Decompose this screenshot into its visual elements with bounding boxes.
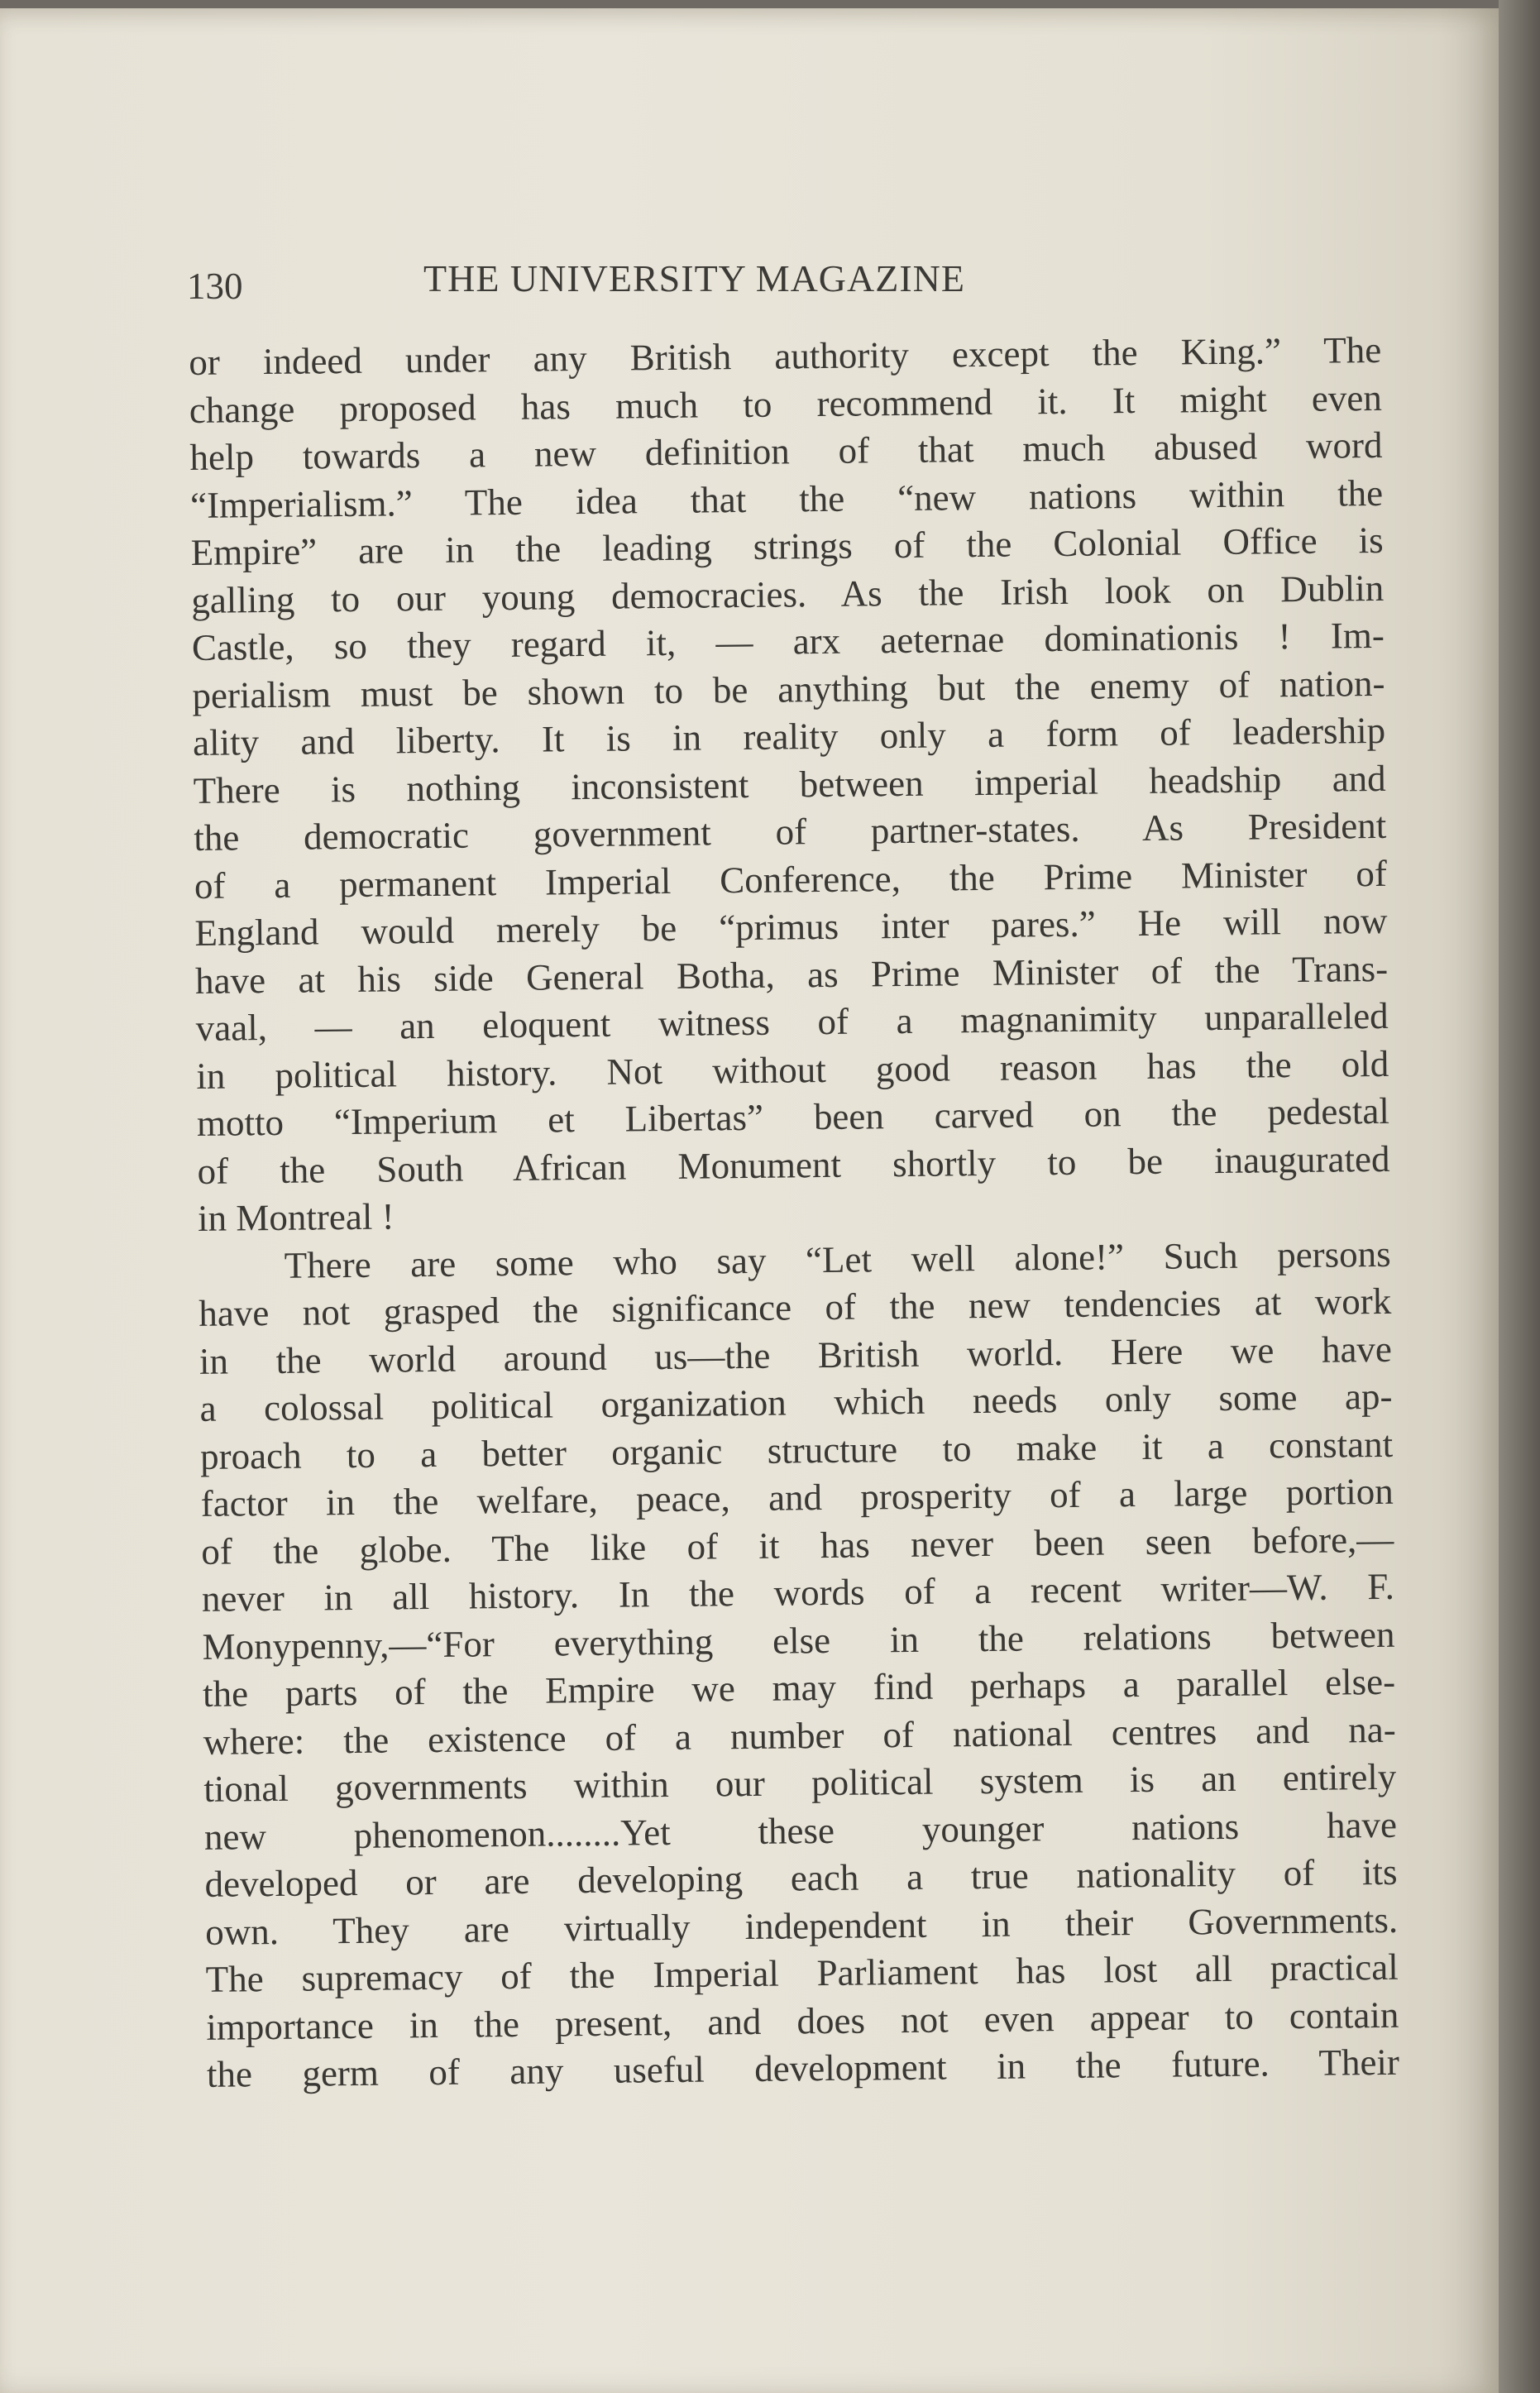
text-line: importance in the present, and does not even appear to contain: [206, 1993, 1399, 2048]
text-line: There is nothing inconsistent between imperial headship and: [193, 757, 1386, 811]
text-line: the democratic government of partner-states. As President: [194, 804, 1387, 859]
text-line: own. They are virtually independent in their Governments.: [204, 1898, 1399, 1953]
page-edge: [1499, 0, 1540, 2393]
text-line: of a permanent Imperial Conference, the Prime Minister of: [194, 852, 1388, 907]
text-line: a colossal political organization which needs only some ap-: [199, 1375, 1393, 1429]
text-line: perialism must be shown to be anything but the enemy of nation-: [192, 662, 1385, 716]
text-line: where: the existence of a number of national centres and na-: [203, 1708, 1396, 1763]
running-head: THE UNIVERSITY MAGAZINE: [423, 257, 965, 299]
text-line: of the globe. The like of it has never been seen before,—: [201, 1518, 1394, 1572]
text-line: change proposed has much to recommend it. It might even: [189, 376, 1383, 431]
text-line: ality and liberty. It is in reality only a form of leadership: [192, 709, 1386, 763]
page-header: [187, 256, 1055, 314]
page-number: 130: [187, 266, 243, 307]
text-line: Monypenny,—“For everything else in the relations between: [202, 1613, 1395, 1668]
text-line: tional governments within our political system is an entirely: [203, 1755, 1397, 1810]
text-line: have at his side General Botha, as Prime Minister of the Trans-: [194, 947, 1389, 1002]
text-line: The supremacy of the Imperial Parliament has lost all practical: [205, 1946, 1399, 2000]
text-line: England would merely be “primus inter pares.” He will now: [194, 899, 1388, 954]
text-line: the parts of the Empire we may find perhaps a parallel else-: [202, 1660, 1396, 1715]
text-line: in Montreal !: [197, 1195, 395, 1239]
text-line: vaal, — an eloquent witness of a magnanimity unparalleled: [195, 994, 1389, 1049]
text-line: in the world around us—the British world. Here we have: [198, 1328, 1393, 1382]
text-line: the germ of any useful development in the future. Their: [206, 2041, 1400, 2095]
text-line: new phenomenon........Yet these younger nations have: [203, 1803, 1398, 1858]
text-line: developed or are developing each a true nationality of its: [204, 1850, 1398, 1905]
text-line: in political history. Not without good reason has the old: [196, 1042, 1389, 1097]
text-line: Empire” are in the leading strings of the Colonial Office is: [190, 519, 1384, 573]
text-line: have not grasped the significance of the new tendencies at work: [198, 1280, 1392, 1334]
text-line: factor in the welfare, peace, and prosperity of a large portion: [200, 1470, 1394, 1524]
text-line: help towards a new definition of that much abused word: [189, 424, 1383, 478]
text-line: “Imperialism.” The idea that the “new nations within the: [189, 471, 1384, 526]
text-line: galling to our young democracies. As the Irish look on Dublin: [191, 567, 1385, 621]
text-line: never in all history. In the words of a recent writer—W. F.: [201, 1565, 1395, 1620]
text-line: of the South African Monument shortly to be inaugurated: [197, 1137, 1390, 1192]
book-page: [0, 8, 1499, 2393]
text-line: or indeed under any British authority except the King.” The: [189, 328, 1382, 383]
text-line: motto “Imperium et Libertas” been carved on the pedestal: [196, 1089, 1390, 1144]
text-line: Castle, so they regard it, — arx aeternae dominationis ! Im-: [191, 614, 1385, 668]
body-text: [189, 327, 1399, 2099]
text-line: proach to a better organic structure to make it a constant: [199, 1423, 1394, 1477]
text-line: There are some who say “Let well alone!” Such persons: [284, 1232, 1391, 1286]
